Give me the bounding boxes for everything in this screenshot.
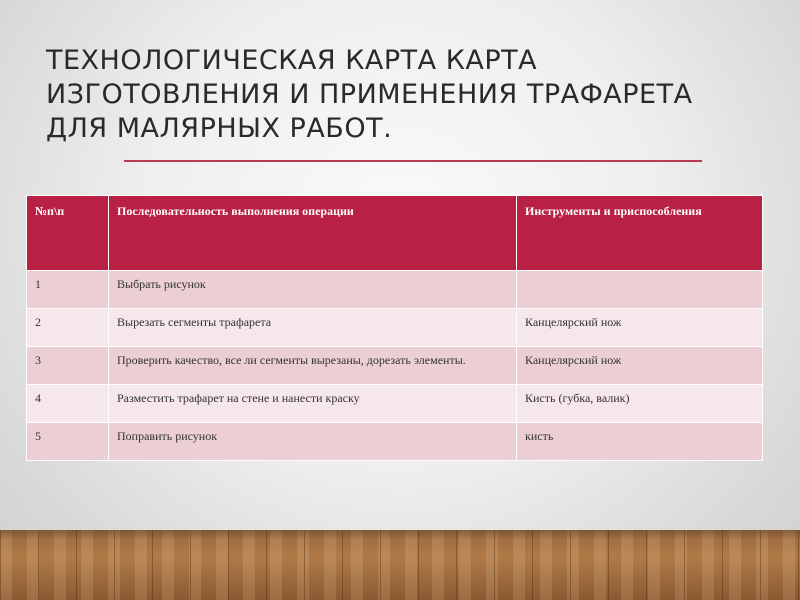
cell-tools: Канцелярский нож [517, 347, 763, 385]
cell-operation: Поправить рисунок [109, 423, 517, 461]
header-tools: Инструменты и приспособления [517, 196, 763, 271]
title-line-3: ДЛЯ МАЛЯРНЫХ РАБОТ. [46, 113, 393, 144]
cell-tools: Канцелярский нож [517, 309, 763, 347]
cell-operation: Разместить трафарет на стене и нанести краску [109, 385, 517, 423]
table-row [27, 309, 763, 347]
cell-tools [517, 271, 763, 309]
cell-number: 1 [27, 271, 109, 309]
cell-operation: Выбрать рисунок [109, 271, 517, 309]
cell-number: 4 [27, 385, 109, 423]
tech-card-table [26, 195, 763, 461]
title-line-1: ТЕХНОЛОГИЧЕСКАЯ КАРТА КАРТА [46, 45, 538, 76]
header-operation: Последовательность выполнения операции [109, 196, 517, 271]
title-underline [124, 160, 702, 162]
wooden-floor-decoration [0, 530, 800, 600]
table-row [27, 271, 763, 309]
slide-title [46, 44, 766, 146]
cell-operation: Вырезать сегменты трафарета [109, 309, 517, 347]
table-header-row [27, 196, 763, 271]
header-number: №п\п [27, 196, 109, 271]
cell-number: 5 [27, 423, 109, 461]
title-line-2: ИЗГОТОВЛЕНИЯ И ПРИМЕНЕНИЯ ТРАФАРЕТА [46, 79, 693, 110]
table-row [27, 423, 763, 461]
cell-number: 2 [27, 309, 109, 347]
floor-shadow-decoration [0, 530, 800, 540]
table-row [27, 385, 763, 423]
cell-number: 3 [27, 347, 109, 385]
table-row [27, 347, 763, 385]
cell-tools: кисть [517, 423, 763, 461]
cell-operation: Проверить качество, все ли сегменты вырезаны, дорезать элементы. [109, 347, 517, 385]
cell-tools: Кисть (губка, валик) [517, 385, 763, 423]
